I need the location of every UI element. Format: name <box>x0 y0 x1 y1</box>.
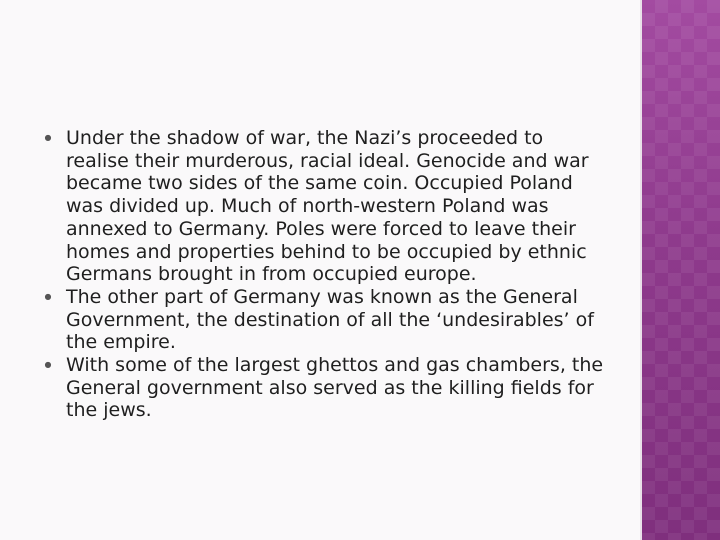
bullet-text: Under the shadow of war, the Nazi’s proceeded to realise their murderous, racial ideal. Genocide and war became two sides of the same coin. Occupied Poland was divided up. Much of north-western Poland was annexed to Germany. Poles were forced to leave their homes and properties behind to be occupied by ethnic Germans brought in from occupied europe. <box>66 127 589 286</box>
bullet-icon: ● <box>44 360 52 370</box>
bullet-item <box>44 354 610 422</box>
slide-content <box>44 127 610 422</box>
bullet-item <box>44 127 610 286</box>
bullet-text: With some of the largest ghettos and gas chambers, the General government also served as the killing fields for the jews. <box>66 354 604 422</box>
side-decorative-panel <box>642 0 720 540</box>
bullet-item <box>44 285 610 354</box>
bullet-text: The other part of Germany was known as the General Government, the destination of all the ‘undesirables’ of the empire. <box>66 285 594 354</box>
bullet-icon: ● <box>44 133 52 142</box>
bullet-list <box>44 127 610 422</box>
bullet-icon: ● <box>44 291 52 301</box>
